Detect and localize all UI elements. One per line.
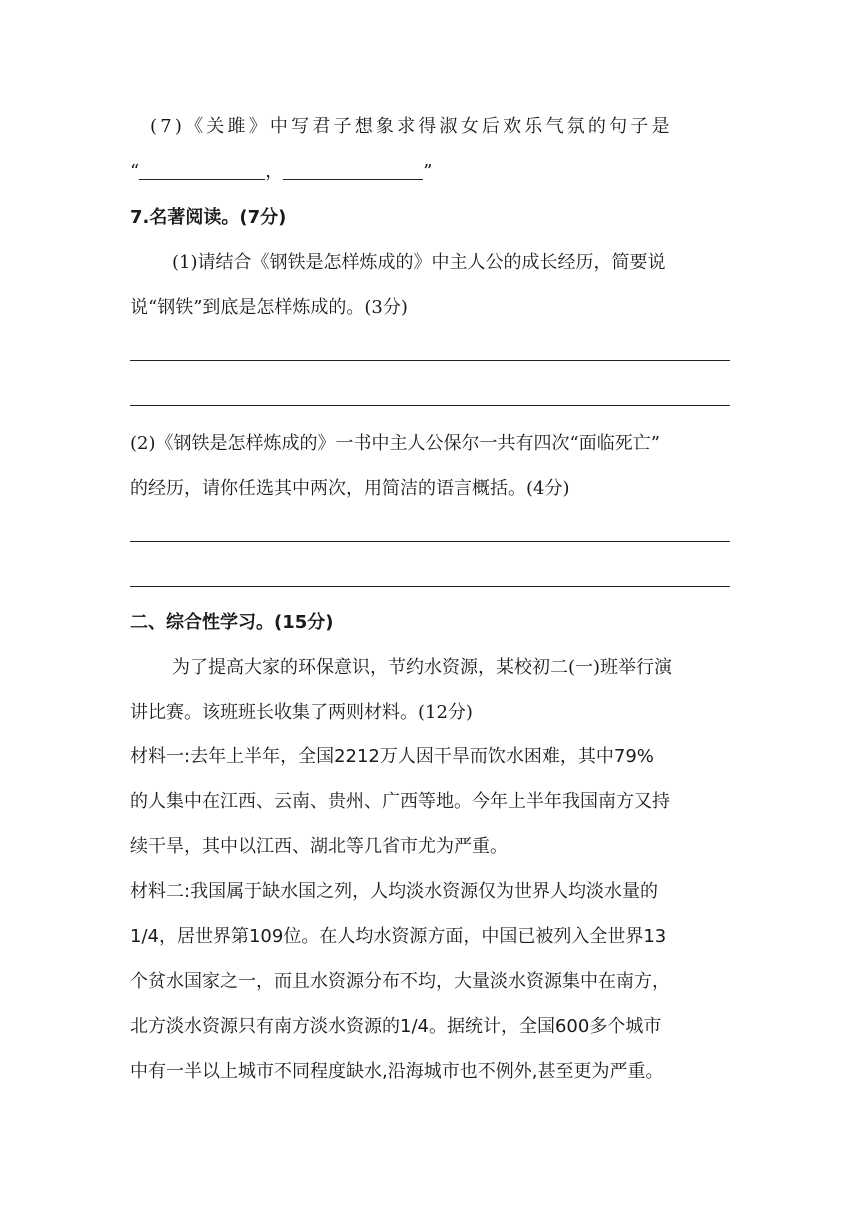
section2-intro-line1: 为了提高大家的环保意识，节约水资源，某校初二(一)班举行演 [172, 657, 673, 678]
answer-line[interactable] [130, 360, 730, 361]
q7-sub1-line2: 说“钢铁”到底是怎样炼成的。(3分) [130, 297, 408, 318]
open-quote: “ [130, 161, 140, 182]
material2-line5: 中有一半以上城市不同程度缺水,沿海城市也不例外,甚至更为严重。 [130, 1061, 664, 1082]
q7-sub2-line1: (2)《钢铁是怎样炼成的》一书中主人公保尔一共有四次“面临死亡” [130, 433, 660, 454]
answer-line[interactable] [130, 586, 730, 587]
answer-blank-1[interactable] [139, 179, 265, 180]
material2-line3: 个贫水国家之一，而且水资源分布不均，大量淡水资源集中在南方， [130, 971, 670, 992]
q7-sub2-line2: 的经历，请你任选其中两次，用简洁的语言概括。(4分) [130, 478, 570, 499]
material1-line3: 续干旱，其中以江西、湖北等几省市尤为严重。 [130, 836, 508, 857]
blank-comma: ， [265, 161, 284, 182]
q7-sub1-line1: (1)请结合《钢铁是怎样炼成的》中主人公的成长经历，简要说 [172, 252, 666, 273]
material1-line2: 的人集中在江西、云南、贵州、广西等地。今年上半年我国南方又持 [130, 791, 670, 812]
section2-heading: 二、综合性学习。(15分) [130, 612, 334, 633]
q7-guanju-prompt: (7)《关雎》中写君子想象求得淑女后欢乐气氛的句子是 [150, 116, 673, 137]
material1-line1: 材料一:去年上半年，全国2212万人因干旱而饮水困难，其中79% [130, 746, 654, 767]
q7-guanju-blanks [130, 160, 730, 184]
section2-intro-line2: 讲比赛。该班班长收集了两则材料。(12分) [130, 702, 473, 723]
answer-line[interactable] [130, 405, 730, 406]
material2-line2: 1/4，居世界第109位。在人均水资源方面，中国已被列入全世界13 [130, 926, 667, 947]
q7-heading: 7.名著阅读。(7分) [130, 207, 287, 228]
material2-line4: 北方淡水资源只有南方淡水资源的1/4。据统计，全国600多个城市 [130, 1016, 662, 1037]
answer-line[interactable] [130, 541, 730, 542]
material2-line1: 材料二:我国属于缺水国之列，人均淡水资源仅为世界人均淡水量的 [130, 881, 659, 902]
answer-blank-2[interactable] [283, 179, 423, 180]
close-quote: ” [423, 161, 433, 182]
